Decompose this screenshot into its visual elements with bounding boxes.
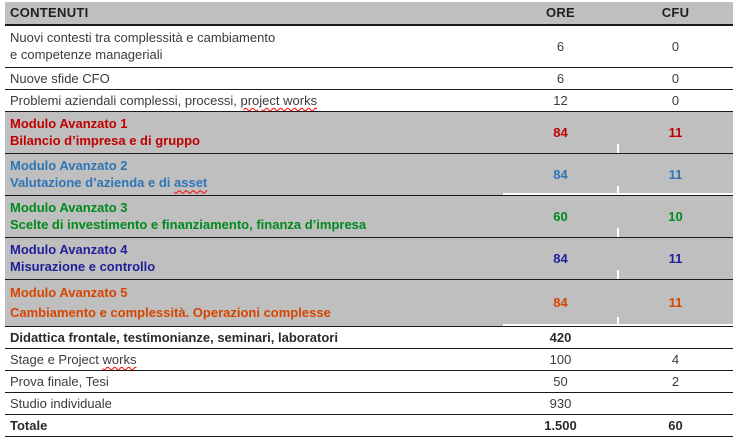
header-ore-label: ORE bbox=[545, 5, 576, 20]
ore-cell: 84 bbox=[503, 112, 618, 153]
ore-cell: 84 bbox=[503, 154, 618, 195]
row-line-2: e competenze manageriali bbox=[10, 47, 163, 63]
table-row-totale bbox=[5, 415, 733, 437]
ore-cell: 60 bbox=[503, 196, 618, 237]
header-cfu bbox=[618, 2, 733, 24]
header-contenuti-label: CONTENUTI bbox=[10, 5, 89, 20]
contents-table bbox=[5, 2, 733, 437]
ore-cell: 6 bbox=[556, 70, 565, 86]
cfu-cell: 11 bbox=[668, 250, 683, 266]
header-cfu-label: CFU bbox=[661, 5, 690, 20]
row-line-1: Modulo Avanzato 4 bbox=[10, 241, 128, 257]
ore-cell: 84 bbox=[503, 280, 618, 326]
cfu-cell: 60 bbox=[668, 417, 683, 433]
row-line-2: Misurazione e controllo bbox=[10, 259, 156, 275]
ore-cell: 930 bbox=[549, 395, 572, 411]
cfu-cell: 10 bbox=[668, 208, 683, 224]
row-line-1: Totale bbox=[10, 418, 48, 433]
cfu-cell: 0 bbox=[671, 70, 680, 86]
cfu-cell: 11 bbox=[668, 295, 683, 310]
table-row-stage bbox=[5, 349, 733, 371]
ore-cell: 100 bbox=[549, 351, 572, 367]
table-row-didattica bbox=[5, 327, 733, 349]
ore-cell: 12 bbox=[553, 92, 568, 108]
table-row-prova-finale bbox=[5, 371, 733, 393]
row-line-1: Modulo Avanzato 1 bbox=[10, 115, 128, 131]
header-contenuti bbox=[5, 2, 503, 24]
ore-cell: 1.500 bbox=[544, 417, 577, 433]
ore-cell: 50 bbox=[553, 373, 568, 389]
cfu-cell: 0 bbox=[671, 38, 680, 54]
ore-cell: 84 bbox=[503, 238, 618, 279]
row-line-1: Prova finale, Tesi bbox=[10, 374, 109, 389]
cfu-cell: 0 bbox=[671, 92, 680, 108]
row-line-1: Modulo Avanzato 5 bbox=[10, 285, 128, 300]
row-line-1: Nuove sfide CFO bbox=[10, 71, 110, 86]
row-line-1: Modulo Avanzato 3 bbox=[10, 199, 128, 215]
cfu-cell: 2 bbox=[671, 373, 680, 389]
misspelled-text: project works bbox=[240, 93, 318, 108]
row-line-1: Nuovi contesti tra complessità e cambiamento bbox=[10, 29, 276, 45]
cfu-cell: 4 bbox=[671, 351, 680, 367]
table-row-modulo-1 bbox=[5, 112, 733, 154]
row-line-2: Scelte di investimento e finanziamento, finanza d’impresa bbox=[10, 217, 367, 233]
row-line-1: Didattica frontale, testimonianze, seminari, laboratori bbox=[10, 330, 338, 345]
row-line-1: Stage e Project works bbox=[10, 352, 137, 367]
table-row-studio bbox=[5, 393, 733, 415]
cfu-cell: 11 bbox=[668, 166, 683, 182]
cfu-cell bbox=[618, 393, 733, 414]
table-row-problemi-aziendali bbox=[5, 90, 733, 112]
row-line-1: Modulo Avanzato 2 bbox=[10, 157, 128, 173]
row-line-1: Problemi aziendali complessi, processi, project works bbox=[10, 93, 318, 108]
table-row-modulo-3 bbox=[5, 196, 733, 238]
row-line-2: Bilancio d’impresa e di gruppo bbox=[10, 133, 200, 149]
row-line-1: Studio individuale bbox=[10, 396, 112, 411]
row-line-2: Cambiamento e complessità. Operazioni complesse bbox=[10, 305, 331, 320]
ore-cell: 6 bbox=[556, 38, 565, 54]
table-row-nuove-sfide bbox=[5, 68, 733, 90]
cfu-cell: 11 bbox=[668, 124, 683, 140]
table-row-modulo-5 bbox=[5, 280, 733, 327]
misspelled-text: works bbox=[102, 352, 137, 367]
cfu-cell bbox=[618, 327, 733, 348]
table-row-nuovi-contesti bbox=[5, 26, 733, 68]
ore-cell: 420 bbox=[549, 329, 572, 345]
misspelled-text: asset bbox=[174, 175, 208, 191]
table-row-modulo-4 bbox=[5, 238, 733, 280]
header-ore bbox=[503, 2, 618, 24]
row-line-2: Valutazione d’azienda e di asset bbox=[10, 175, 208, 191]
table-header-row bbox=[5, 2, 733, 26]
table-row-modulo-2 bbox=[5, 154, 733, 196]
